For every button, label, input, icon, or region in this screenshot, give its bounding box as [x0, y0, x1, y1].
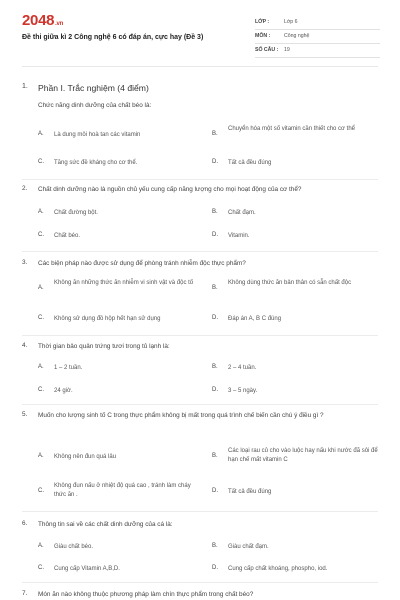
option-text: Không nên đun quá lâu [54, 454, 117, 460]
option-letter: A. [38, 285, 44, 291]
question-divider [22, 582, 378, 583]
question-text: Các biện pháp nào được sử dụng để phòng tránh nhiễm độc thực phẩm? [38, 260, 246, 267]
question-divider [22, 404, 378, 405]
meta-value: 19 [284, 47, 290, 53]
option-text: Chuyển hóa một số vitamin cần thiết cho cơ thể [228, 126, 356, 132]
option-text: Chất đạm. [228, 210, 256, 216]
option-text: 1 – 2 tuần. [54, 365, 83, 371]
option-letter: D. [212, 565, 218, 571]
option-text: Chất đường bột. [54, 210, 98, 216]
meta-label: SỐ CÂU : [255, 47, 279, 53]
option-text: Là dung môi hoà tan các vitamin [54, 132, 141, 138]
option-letter: B. [212, 209, 218, 215]
question-text: Thời gian bảo quản trứng tươi trong tủ lạnh là: [38, 343, 170, 350]
meta-row-subject [255, 30, 380, 44]
option-letter: D. [212, 387, 218, 393]
page-header [0, 0, 400, 66]
question-text: Món ăn nào không thuộc phương pháp làm chín thực phẩm trong chất béo? [38, 591, 254, 598]
question-5 [22, 411, 378, 509]
option-letter: A. [38, 131, 44, 137]
section-title: Phần I. Trắc nghiệm (4 điểm) [38, 83, 149, 93]
option-letter: D. [212, 232, 218, 238]
question-text: Chất dinh dưỡng nào là nguồn chủ yếu cung cấp năng lượng cho mọi hoạt động của cơ thể? [38, 186, 302, 193]
question-6 [22, 520, 378, 582]
meta-label: LỚP : [255, 19, 270, 25]
option-text: Tất cả đều đúng [228, 160, 272, 166]
meta-value: Lớp 6 [284, 19, 298, 25]
option-text: Chất béo. [54, 233, 81, 239]
question-divider [22, 335, 378, 336]
option-letter: C. [38, 565, 44, 571]
question-number: 4. [22, 342, 28, 349]
option-letter: A. [38, 453, 44, 459]
question-text: Thông tin sai về các chất dinh dưỡng của cá là: [38, 521, 173, 528]
option-letter: C. [38, 387, 44, 393]
logo-suffix: .vn [55, 21, 63, 27]
option-text: Các loại rau củ cho vào luộc hay nấu khi nước đã sôi để hạn chế mất vitamin C [228, 448, 378, 464]
page-title: Đề thi giữa kì 2 Công nghệ 6 có đáp án, cực hay (Đề 3) [22, 34, 204, 41]
option-letter: A. [38, 364, 44, 370]
option-letter: C. [38, 488, 44, 494]
option-text: Cung cấp Vitamin A,B,D. [54, 566, 120, 572]
question-number: 5. [22, 411, 28, 418]
option-letter: A. [38, 543, 44, 549]
option-letter: D. [212, 315, 218, 321]
option-letter: C. [38, 315, 44, 321]
question-2 [22, 185, 378, 245]
option-text: 2 – 4 tuần. [228, 365, 257, 371]
question-divider [22, 179, 378, 180]
option-text: Không sử dụng đồ hộp hết hạn sử dụng [54, 316, 161, 322]
option-letter: B. [212, 453, 218, 459]
question-text: Muốn cho lượng sinh tố C trong thực phẩm không bị mất trong quá trình chế biến cần chú ý điều gì ? [38, 412, 324, 419]
option-letter: B. [212, 543, 218, 549]
site-logo[interactable] [22, 12, 63, 29]
question-text: Chức năng dinh dưỡng của chất béo là: [38, 102, 152, 109]
header-divider [22, 66, 378, 67]
option-letter: C. [38, 232, 44, 238]
option-letter: B. [212, 285, 218, 291]
option-letter: D. [212, 159, 218, 165]
section-number: 1. [22, 83, 28, 90]
option-text: Giàu chất béo. [54, 544, 94, 550]
option-text: Giàu chất đạm. [228, 544, 269, 550]
option-letter: B. [212, 364, 218, 370]
option-text: Đáp án A, B C đúng [228, 316, 282, 322]
option-letter: B. [212, 131, 218, 137]
question-4 [22, 342, 378, 404]
meta-value: Công nghệ [284, 33, 310, 39]
question-divider [22, 251, 378, 252]
option-text: Không ăn những thức ăn nhiễm vi sinh vật và độc tố [54, 280, 194, 286]
option-letter: C. [38, 159, 44, 165]
question-divider [22, 511, 378, 512]
option-text: Tất cả đều đúng [228, 489, 272, 495]
option-letter: A. [38, 209, 44, 215]
logo-text: 2048 [22, 12, 55, 29]
question-1 [22, 101, 378, 173]
meta-label: MÔN : [255, 33, 271, 39]
option-text: 24 giờ. [54, 388, 73, 394]
option-text: Tăng sức đề kháng cho cơ thể. [54, 160, 138, 166]
option-text: Cung cấp chất khoáng, phospho, iod. [228, 566, 328, 572]
meta-row-count [255, 44, 380, 58]
option-text: Không dùng thức ăn bản thân có sẵn chất độc [228, 280, 352, 286]
question-number: 6. [22, 520, 28, 527]
question-number: 3. [22, 259, 28, 266]
question-7 [22, 590, 378, 600]
meta-row-class [255, 16, 380, 30]
question-number: 2. [22, 185, 28, 192]
option-text: Không đun nấu ở nhiệt độ quá cao , tránh làm cháy thức ăn . [54, 483, 191, 499]
question-3 [22, 259, 378, 337]
question-number: 7. [22, 590, 28, 597]
option-letter: D. [212, 488, 218, 494]
option-text: 3 – 5 ngày. [228, 388, 258, 394]
option-text: Vitamin. [228, 233, 250, 239]
